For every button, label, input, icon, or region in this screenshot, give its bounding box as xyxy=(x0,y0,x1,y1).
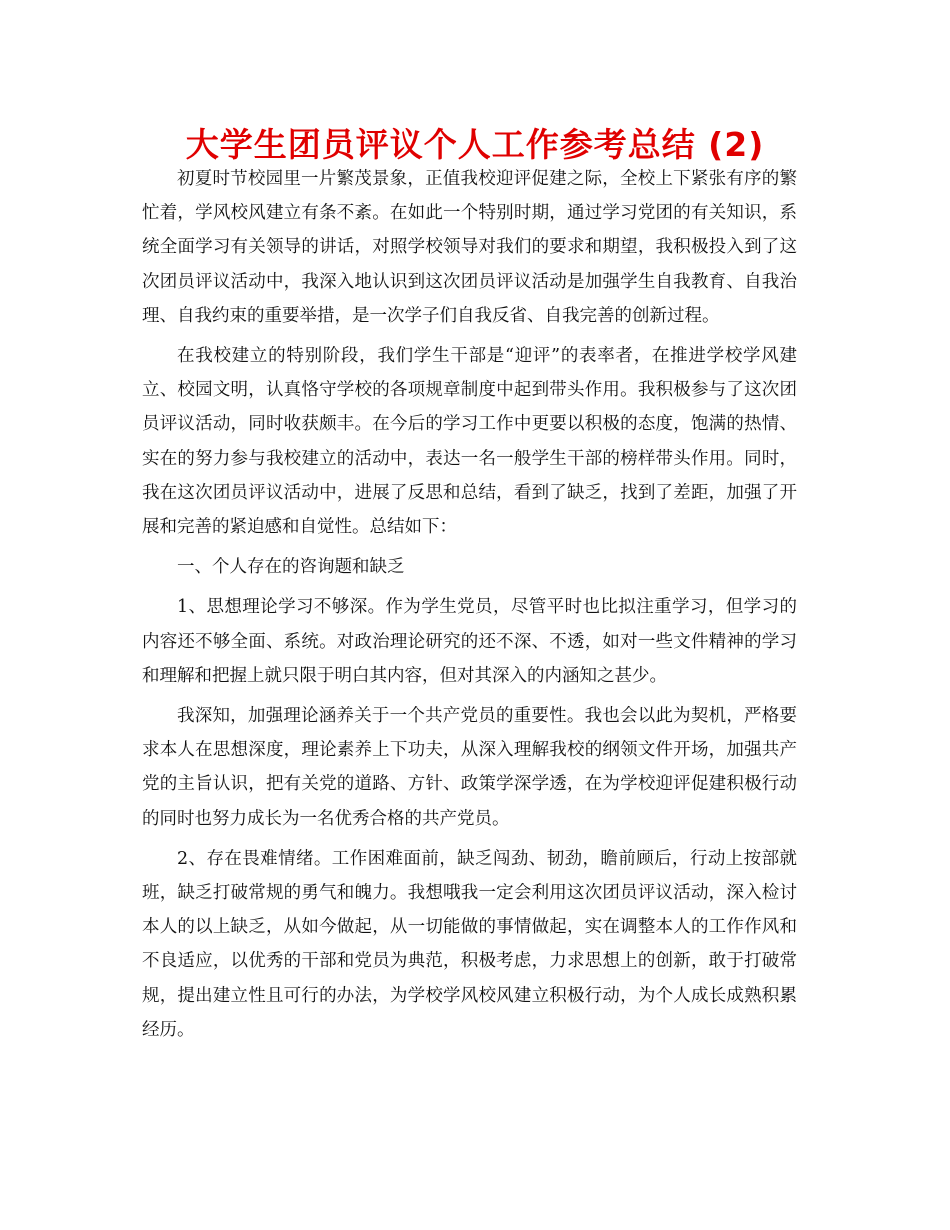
section-heading: 一、个人存在的咨询题和缺乏 xyxy=(177,557,405,578)
paragraph-intro: 初夏时节校园里一片繁茂景象，正值我校迎评促建之际，全校上下紧张有序的繁忙着，学风校风建立有条不紊。在如此一个特别时期，通过学习党团的有关知识，系统全面学习有关领导的讲话，对照学校领导对我们的要求和期望，我积极投入到了这次团员评议活动中，我深入地认识到这次团员评议活动是加强学生自我教育、自我治理、自我约束的重要举措，是一次学子们自我反省、自我完善的创新过程。 xyxy=(142,169,797,326)
paragraph-reflection: 在我校建立的特别阶段，我们学生干部是“迎评”的表率者，在推进学校学风建立、校园文明，认真恪守学校的各项规章制度中起到带头作用。我积极参与了这次团员评议活动，同时收获颇丰。在今后的学习工作中更要以积极的态度，饱满的热情、实在的努力参与我校建立的活动中，表达一名一般学生干部的榜样带头作用。同时，我在这次团员评议活动中，进展了反思和总结，看到了缺乏，找到了差距，加强了开展和完善的紧迫感和自觉性。总结如下： xyxy=(142,346,797,538)
paragraph-point-2: 2、存在畏难情绪。工作困难面前，缺乏闯劲、韧劲，瞻前顾后，行动上按部就班，缺乏打破常规的勇气和魄力。我想哦我一定会利用这次团员评议活动，深入检讨本人的以上缺乏，从如今做起，从一切能做的事情做起，实在调整本人的工作作风和不良适应，以优秀的干部和党员为典范，积极考虑，力求思想上的创新，敢于打破常规，提出建立性且可行的办法，为学校学风校风建立积极行动，为个人成长成熟积累经历。 xyxy=(142,848,797,1040)
paragraph-point-1: 1、思想理论学习不够深。作为学生党员，尽管平时也比拟注重学习，但学习的内容还不够全面、系统。对政治理论研究的还不深、不透，如对一些文件精神的学习和理解和把握上就只限于明白其内容，但对其深入的内涵知之甚少。 xyxy=(142,597,797,686)
document-body xyxy=(142,162,797,1053)
paragraph-point-1-detail: 我深知，加强理论涵养关于一个共产党员的重要性。我也会以此为契机，严格要求本人在思想深度，理论素养上下功夫，从深入理解我校的纲领文件开场，加强共产党的主旨认识，把有关党的道路、方针、政策学深学透，在为学校迎评促建积极行动的同时也努力成长为一名优秀合格的共产党员。 xyxy=(142,706,797,829)
document-title: 大学生团员评议个人工作参考总结 (2) xyxy=(185,125,765,164)
